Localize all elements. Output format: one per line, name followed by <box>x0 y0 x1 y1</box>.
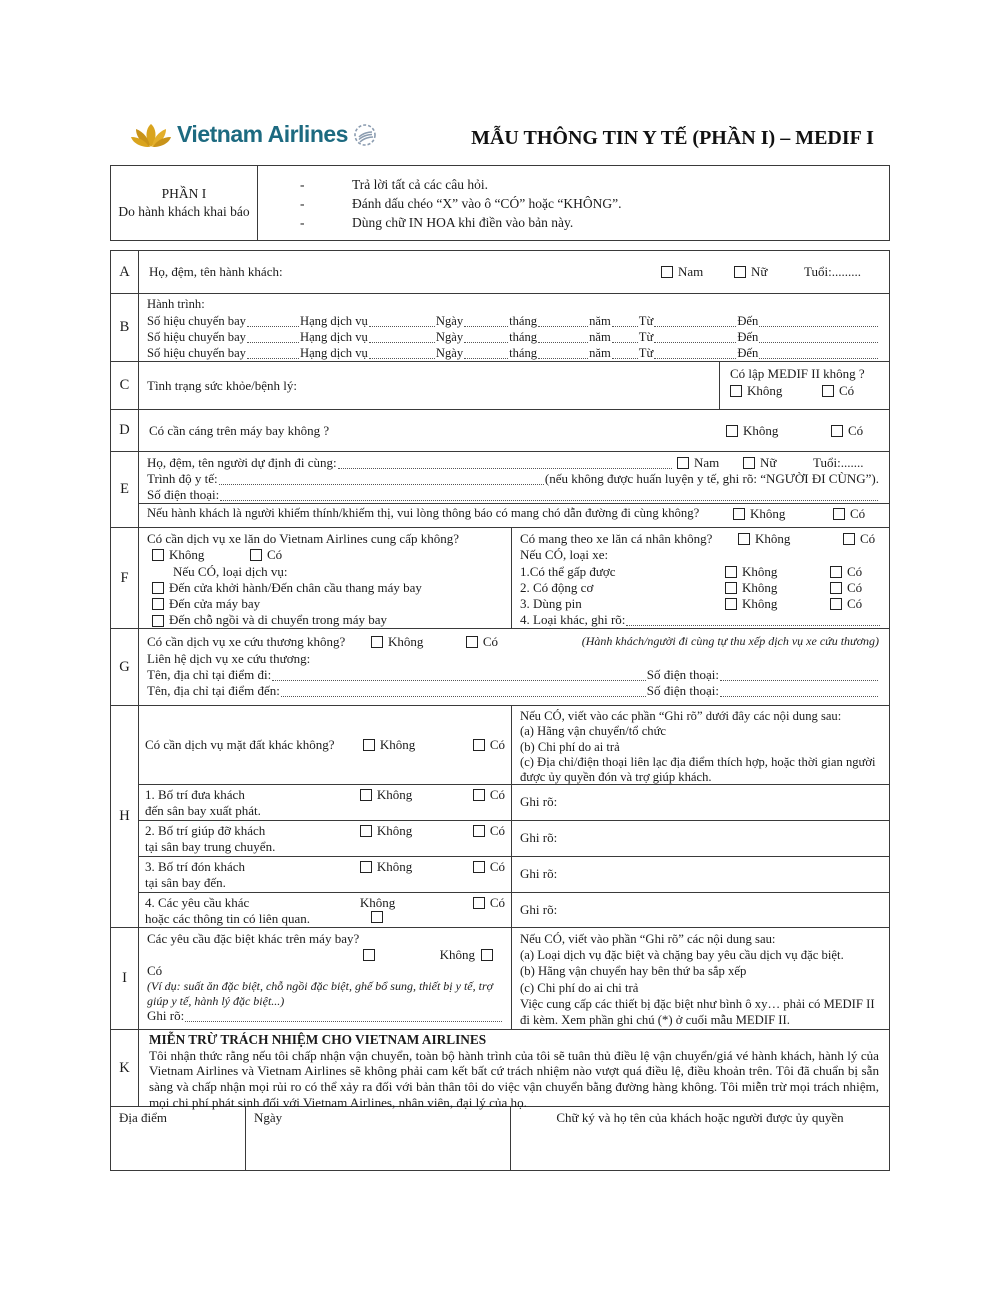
ambulance-question: Có cần dịch vụ xe cứu thương không? <box>147 634 346 649</box>
item-label-2: đến sân bay xuất phát. <box>145 803 261 818</box>
bullet: - <box>300 196 305 211</box>
medical-qualification-field[interactable] <box>219 472 544 485</box>
ambulance-contact-label: Liên hệ dịch vụ xe cứu thương: <box>147 651 311 666</box>
companion-female-option <box>743 455 813 471</box>
service-class-field[interactable] <box>369 330 435 343</box>
guide-dog-question: Nếu hành khách là người khiếm thính/khiếm thị, vui lòng thông báo có mang chó dẫn đường đi cùng không? <box>147 506 700 520</box>
medif2-yes-checkbox[interactable] <box>822 385 834 397</box>
yes-label: Có <box>489 823 505 838</box>
medif2-no-checkbox[interactable] <box>730 385 742 397</box>
item1-no-checkbox[interactable] <box>360 789 372 801</box>
yes-label: Có <box>850 505 866 521</box>
itinerary-line-1 <box>147 313 879 329</box>
item-yes-option <box>473 823 505 839</box>
companion-phone-field[interactable] <box>220 488 878 501</box>
no-label: Không <box>743 422 779 438</box>
guide-dog-yes-option <box>833 506 879 522</box>
ground-note-c: (c) Địa chỉ/điện thoại liên lạc địa điểm thích hợp, hoặc thời gian người được ủy quyền đón và trợ giúp khách. <box>520 754 876 785</box>
medif2-yes-option <box>822 382 854 399</box>
to-label: Đến <box>737 345 759 360</box>
own-wheelchair-question: Có mang theo xe lăn cá nhân không? <box>520 531 713 546</box>
no-label: Không <box>359 895 396 910</box>
item-label-2: tại sân bay trung chuyển. <box>145 839 276 854</box>
motorized-yes-option <box>830 580 862 596</box>
ground-service-question: Có cần dịch vụ mặt đất khác không? <box>145 737 335 752</box>
companion-male-checkbox[interactable] <box>677 457 689 469</box>
wheelchair-no-option <box>152 547 244 563</box>
row-letter: C <box>111 362 139 409</box>
instructions-box <box>110 165 890 241</box>
wheelchair-gate-label: Đến cửa khởi hành/Đến chân cầu thang máy bay <box>169 579 422 595</box>
specify-cell <box>512 821 889 856</box>
row-letter: F <box>111 528 139 628</box>
instruction-text: Dùng chữ IN HOA khi điền vào bản này. <box>352 215 574 230</box>
medif2-cell <box>719 362 889 409</box>
instruction-item <box>300 194 883 213</box>
stretcher-no-option <box>726 423 831 439</box>
row-c <box>111 361 889 409</box>
row-k <box>111 1029 889 1110</box>
year-field[interactable] <box>612 330 638 343</box>
skyteam-icon <box>353 123 377 147</box>
passenger-name-label: Họ, đệm, tên hành khách: <box>149 264 283 279</box>
item-no-option <box>360 787 473 803</box>
month-label: tháng <box>509 313 538 328</box>
ground-note-b: (b) Chi phí do ai trả <box>520 739 620 754</box>
male-label: Nam <box>694 455 720 470</box>
own-wheelchair-no-option <box>738 531 843 547</box>
year-field[interactable] <box>612 346 638 359</box>
day-field[interactable] <box>464 330 508 343</box>
medif-form <box>110 165 890 1171</box>
wheelchair-option-seat <box>147 612 505 628</box>
battery-no-option <box>725 596 830 612</box>
own-wheelchair-yes-checkbox[interactable] <box>843 533 855 545</box>
specify-cell <box>512 893 889 928</box>
flight-no-field[interactable] <box>247 346 299 359</box>
medical-qualification-note: (nếu không được huấn luyện y tế, ghi rõ: “NGƯỜI ĐI CÙNG”). <box>544 471 879 486</box>
day-field[interactable] <box>464 346 508 359</box>
to-label: Đến <box>737 313 759 328</box>
row-i <box>111 927 889 1029</box>
special-specify-field[interactable] <box>185 1009 502 1022</box>
special-request-checkbox-1[interactable] <box>363 949 375 961</box>
day-label: Ngày <box>435 313 464 328</box>
signature-label: Chữ ký và họ tên của khách hoặc người được ủy quyền <box>556 1110 844 1125</box>
row-e <box>111 451 889 527</box>
month-field[interactable] <box>538 314 588 327</box>
companion-name-field[interactable] <box>338 456 672 469</box>
wheelchair-other-line <box>520 612 881 628</box>
to-field[interactable] <box>759 314 878 327</box>
no-label: Không <box>747 383 783 398</box>
female-label: Nữ <box>760 455 777 470</box>
year-label: năm <box>589 313 611 328</box>
no-label: Không <box>169 547 205 563</box>
stretcher-yes-checkbox[interactable] <box>831 425 843 437</box>
service-class-label: Hạng dịch vụ <box>299 329 368 344</box>
no-label: Không <box>750 505 786 521</box>
row-f <box>111 527 889 628</box>
ambulance-no-option <box>371 633 466 650</box>
row-a <box>111 251 889 293</box>
ground-no-checkbox[interactable] <box>363 739 375 751</box>
yes-label: Có <box>847 596 863 612</box>
wheelchair-gate-checkbox[interactable] <box>152 582 164 594</box>
no-label: Không <box>439 947 475 962</box>
yes-label: Có <box>489 737 505 752</box>
motorized-no-option <box>725 580 830 596</box>
form-table <box>110 250 890 1171</box>
own-wheelchair-if-yes-label: Nếu CÓ, loại xe: <box>520 547 609 563</box>
phone-label: Số điện thoại: <box>646 683 719 698</box>
motorized-yes-checkbox[interactable] <box>830 582 842 594</box>
battery-yes-option <box>830 596 862 612</box>
no-label: Không <box>742 563 778 579</box>
ground-item-2 <box>139 820 889 856</box>
row-letter: G <box>111 629 139 705</box>
ground-yes-checkbox[interactable] <box>473 739 485 751</box>
item-yes-option <box>473 859 505 875</box>
no-label: Không <box>376 787 413 802</box>
item-no-option <box>360 823 473 839</box>
yes-label: Có <box>489 787 505 802</box>
specify-cell <box>512 785 889 820</box>
special-note-c: (c) Chi phí do ai chi trả <box>520 980 639 995</box>
from-field[interactable] <box>654 346 736 359</box>
wheelchair-motorized-label: 2. Có động cơ <box>520 579 594 595</box>
year-label: năm <box>589 329 611 344</box>
row-h <box>111 705 889 927</box>
foldable-yes-checkbox[interactable] <box>830 566 842 578</box>
month-label: tháng <box>509 345 538 360</box>
special-request-question: Các yêu cầu đặc biệt khác trên máy bay? <box>147 931 360 946</box>
ground-yes-option <box>473 737 505 753</box>
special-request-example: (Ví dụ: suất ăn đặc biệt, chỗ ngồi đặc biệt, ghế bổ sung, thiết bị y tế, trợ giúp y tế, hành lý đặc biệt...) <box>147 979 494 1008</box>
ambulance-from-phone-field[interactable] <box>720 668 878 681</box>
year-field[interactable] <box>612 314 638 327</box>
service-class-field[interactable] <box>369 314 435 327</box>
special-request-cell <box>139 928 512 1029</box>
guide-dog-subrow <box>139 503 889 523</box>
foldable-no-checkbox[interactable] <box>725 566 737 578</box>
ground-note-a: (a) Hãng vận chuyển/tổ chức <box>520 724 666 739</box>
no-label: Không <box>387 634 424 649</box>
row-letter: K <box>111 1030 139 1106</box>
motorized-no-checkbox[interactable] <box>725 582 737 594</box>
phone-label: Số điện thoại: <box>646 667 719 682</box>
companion-phone-label: Số điện thoại: <box>147 487 220 502</box>
ambulance-to-line <box>147 683 879 699</box>
companion-phone-line <box>147 487 879 503</box>
health-status-label: Tình trạng sức khỏe/bệnh lý: <box>147 377 298 393</box>
item3-no-checkbox[interactable] <box>360 861 372 873</box>
row-letter: A <box>111 251 139 293</box>
wheelchair-foldable-label: 1.Có thể gấp được <box>520 563 616 579</box>
wheelchair-other-field[interactable] <box>626 613 880 626</box>
specify-label: Ghi rõ: <box>520 794 558 809</box>
instruction-item <box>300 175 883 194</box>
row-b <box>111 293 889 361</box>
no-label: Không <box>379 737 416 752</box>
to-field[interactable] <box>759 330 878 343</box>
row-letter: B <box>111 294 139 361</box>
yes-label: Có <box>482 634 498 649</box>
instruction-text: Đánh dấu chéo “X” vào ô “CÓ” hoặc “KHÔNG”. <box>352 196 622 211</box>
item-label: 4. Các yêu cầu khác <box>145 895 250 910</box>
no-label: Không <box>376 823 413 838</box>
day-label: Ngày <box>435 345 464 360</box>
flight-no-label: Số hiệu chuyến bay <box>147 345 246 360</box>
item4-yes-checkbox[interactable] <box>473 897 485 909</box>
item-label-2: hoặc các thông tin có liên quan. <box>145 911 310 926</box>
male-option <box>661 264 734 280</box>
yes-word: Có <box>147 963 163 978</box>
guide-dog-yes-checkbox[interactable] <box>833 508 845 520</box>
month-label: tháng <box>509 329 538 344</box>
row-letter: E <box>111 452 139 527</box>
special-request-checkbox-2[interactable] <box>481 949 493 961</box>
place-cell[interactable] <box>111 1107 246 1170</box>
medical-qualification-line <box>147 471 879 487</box>
stretcher-no-checkbox[interactable] <box>726 425 738 437</box>
wheelchair-seat-label: Đến chỗ ngồi và di chuyển trong máy bay <box>169 612 388 628</box>
item2-yes-checkbox[interactable] <box>473 825 485 837</box>
wheelchair-no-checkbox[interactable] <box>152 549 164 561</box>
place-label: Địa điểm <box>119 1110 168 1125</box>
specify-label: Ghi rõ: <box>147 1008 185 1023</box>
no-label: Không <box>742 579 778 595</box>
ambulance-yes-option <box>466 633 542 650</box>
own-wheelchair-cell <box>512 528 889 628</box>
ambulance-from-line <box>147 667 879 683</box>
year-label: năm <box>589 345 611 360</box>
yes-label: Có <box>489 859 505 874</box>
ground-note-title: Nếu CÓ, viết vào các phần “Ghi rõ” dưới đây các nội dung sau: <box>520 709 842 723</box>
row-letter: D <box>111 410 139 451</box>
wheelchair-service-question: Có cần dịch vụ xe lăn do Vietnam Airlines cung cấp không? <box>147 531 459 546</box>
companion-name-label: Họ, đệm, tên người dự định đi cùng: <box>147 455 337 470</box>
item-no-option <box>360 859 473 875</box>
row-g <box>111 628 889 705</box>
wheelchair-door-label: Đến cửa máy bay <box>169 596 261 612</box>
yes-label: Có <box>847 579 863 595</box>
month-field[interactable] <box>538 346 588 359</box>
part-label: PHẦN I <box>161 186 207 201</box>
item-label: 3. Bố trí đón khách <box>145 859 246 874</box>
special-note-a: (a) Loại dịch vụ đặc biệt và chặng bay yêu cầu dịch vụ đặc biệt. <box>520 948 844 963</box>
special-note-b: (b) Hãng vận chuyển hay bên thứ ba sắp xếp <box>520 964 747 979</box>
item-label: 1. Bố trí đưa khách <box>145 787 245 802</box>
from-label: Từ <box>638 329 654 344</box>
row-d <box>111 409 889 451</box>
row-letter: I <box>111 928 139 1029</box>
service-class-field[interactable] <box>369 346 435 359</box>
wheelchair-option-door <box>147 596 505 612</box>
item1-yes-checkbox[interactable] <box>473 789 485 801</box>
ambulance-note: (Hành khách/người đi cùng tự thu xếp dịch vụ xe cứu thương) <box>581 634 879 648</box>
medif2-no-option <box>730 382 822 399</box>
wheelchair-other-label: 4. Loại khác, ghi rõ: <box>520 612 626 628</box>
ground-item-1 <box>139 784 889 820</box>
item-yes-option <box>473 787 505 803</box>
instruction-text: Trả lời tất cả các câu hỏi. <box>352 177 488 192</box>
itinerary-line-3 <box>147 345 879 361</box>
companion-female-checkbox[interactable] <box>743 457 755 469</box>
from-label: Từ <box>638 345 654 360</box>
itinerary-title: Hành trình: <box>147 297 205 311</box>
wheelchair-door-checkbox[interactable] <box>152 598 164 610</box>
yes-label: Có <box>860 531 876 546</box>
specify-label: Ghi rõ: <box>520 902 558 917</box>
item-yes-option <box>473 895 505 911</box>
yes-label: Có <box>267 547 283 563</box>
stretcher-question: Có cần cáng trên máy bay không ? <box>149 422 330 438</box>
from-field[interactable] <box>654 330 736 343</box>
date-label: Ngày <box>254 1110 283 1125</box>
itinerary-line-2 <box>147 329 879 345</box>
own-wheelchair-no-checkbox[interactable] <box>738 533 750 545</box>
companion-male-option <box>677 455 743 471</box>
stretcher-yes-option <box>831 423 879 439</box>
female-checkbox[interactable] <box>734 266 746 278</box>
companion-age-field[interactable]: Tuổi:....... <box>813 455 864 470</box>
battery-yes-checkbox[interactable] <box>830 598 842 610</box>
bullet: - <box>300 215 305 230</box>
page-title: MẪU THÔNG TIN Y TẾ (PHẦN I) – MEDIF I <box>471 127 874 149</box>
wheelchair-battery-label: 3. Dùng pin <box>520 596 582 612</box>
ambulance-to-field[interactable] <box>281 684 646 697</box>
no-label: Không <box>742 596 778 612</box>
ground-item-4 <box>139 892 889 928</box>
part-label-cell <box>111 166 258 240</box>
day-label: Ngày <box>435 329 464 344</box>
guide-dog-no-option <box>733 506 833 522</box>
male-label: Nam <box>678 264 704 279</box>
ground-item-3 <box>139 856 889 892</box>
specify-label: Ghi rõ: <box>520 830 558 845</box>
special-note-d: Việc cung cấp các thiết bị đặc biệt như bình ô xy… phải có MEDIF II đi kèm. Xem phần ghi chú (*) ở cuối mẫu MEDIF II. <box>520 996 875 1028</box>
wheelchair-option-gate <box>147 580 505 596</box>
guide-dog-no-checkbox[interactable] <box>733 508 745 520</box>
lotus-icon <box>130 121 172 148</box>
service-class-label: Hạng dịch vụ <box>299 345 368 360</box>
item3-yes-checkbox[interactable] <box>473 861 485 873</box>
from-field[interactable] <box>654 314 736 327</box>
to-field[interactable] <box>759 346 878 359</box>
yes-label: Có <box>847 563 863 579</box>
flight-no-field[interactable] <box>247 314 299 327</box>
part-sublabel: Do hành khách khai báo <box>118 204 250 219</box>
item4-no-checkbox[interactable] <box>371 911 383 923</box>
service-class-label: Hạng dịch vụ <box>299 313 368 328</box>
foldable-no-option <box>725 564 830 580</box>
flight-no-label: Số hiệu chuyến bay <box>147 329 246 344</box>
medical-qualification-label: Trình độ y tế: <box>147 471 218 486</box>
flight-no-field[interactable] <box>247 330 299 343</box>
date-cell[interactable] <box>246 1107 511 1170</box>
ambulance-to-label: Tên, địa chỉ tại điểm đến: <box>147 683 280 698</box>
yes-label: Có <box>848 422 864 438</box>
wheelchair-yes-checkbox[interactable] <box>250 549 262 561</box>
specify-label: Ghi rõ: <box>520 866 558 881</box>
ground-no-option <box>363 737 473 753</box>
row-letter: H <box>111 706 139 927</box>
waiver-body: Tôi nhận thức rằng nếu tôi chấp nhận vận chuyển, toàn bộ hành trình của tôi sẽ tuân thủ điều lệ vận chuyển/giá vé hành khách, hành lý của Vietnam Airlines và Vietnam Airlines sẽ không phải cam kết bất cứ trách nhiệm nào vượt quá điều lệ, điều khoản trên. Tôi đã chuẩn bị sẵn sàng và chấp nhận mọi rủi ro có thể xảy ra đối với bản thân tôi do việc vận chuyển bằng đường hàng không. Tôi miễn trừ mọi trách nhiệm, mọi chi phí phát sinh đối với Vietnam Airlines, nhân viên, đại lý của họ. <box>149 1047 879 1110</box>
ambulance-from-field[interactable] <box>272 668 646 681</box>
age-field[interactable]: Tuổi:......... <box>804 264 861 279</box>
wheelchair-yes-option <box>250 547 282 563</box>
ground-service-header <box>139 706 889 784</box>
specify-cell <box>512 857 889 892</box>
flight-no-label: Số hiệu chuyến bay <box>147 313 246 328</box>
vietnam-airlines-logo <box>130 121 377 148</box>
signature-cell[interactable] <box>511 1107 889 1170</box>
wheelchair-service-cell <box>139 528 512 628</box>
bullet: - <box>300 177 305 192</box>
brand-name: Vietnam Airlines <box>177 121 348 147</box>
item2-no-checkbox[interactable] <box>360 825 372 837</box>
female-label: Nữ <box>751 264 768 279</box>
instructions-list <box>258 166 889 240</box>
ambulance-no-checkbox[interactable] <box>371 636 383 648</box>
item-label-2: tại sân bay đến. <box>145 875 226 890</box>
yes-label: Có <box>839 383 855 398</box>
signature-row <box>111 1106 889 1170</box>
to-label: Đến <box>737 329 759 344</box>
instruction-item <box>300 213 883 232</box>
wheelchair-seat-checkbox[interactable] <box>152 615 164 627</box>
from-label: Từ <box>638 313 654 328</box>
ambulance-from-label: Tên, địa chỉ tại điểm đi: <box>147 667 272 682</box>
yes-label: Có <box>489 895 505 910</box>
female-option <box>734 264 804 280</box>
waiver-title: MIỄN TRỪ TRÁCH NHIỆM CHO VIETNAM AIRLINES <box>149 1032 487 1047</box>
battery-no-checkbox[interactable] <box>725 598 737 610</box>
day-field[interactable] <box>464 314 508 327</box>
male-checkbox[interactable] <box>661 266 673 278</box>
special-request-notes <box>512 928 889 1029</box>
month-field[interactable] <box>538 330 588 343</box>
special-note-title: Nếu CÓ, viết vào phần “Ghi rõ” các nội dung sau: <box>520 932 776 946</box>
foldable-yes-option <box>830 564 862 580</box>
medif2-question: Có lập MEDIF II không ? <box>730 366 865 381</box>
ambulance-to-phone-field[interactable] <box>720 684 878 697</box>
special-specify-line <box>147 1008 503 1024</box>
ground-service-notes <box>512 706 889 784</box>
companion-line <box>147 455 879 471</box>
ambulance-yes-checkbox[interactable] <box>466 636 478 648</box>
item-label: 2. Bố trí giúp đỡ khách <box>145 823 266 838</box>
wheelchair-if-yes-label: Nếu CÓ, loại dịch vụ: <box>173 563 288 579</box>
no-label: Không <box>755 531 791 546</box>
no-label: Không <box>376 859 413 874</box>
own-wheelchair-yes-option <box>843 531 875 547</box>
